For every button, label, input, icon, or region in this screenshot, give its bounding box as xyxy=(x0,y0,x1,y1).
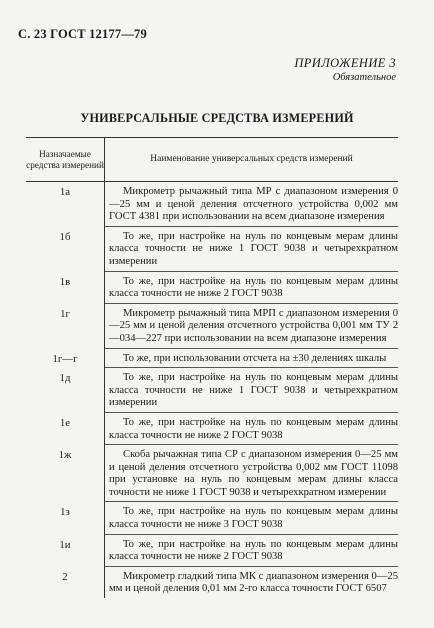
table-row xyxy=(26,182,398,227)
row-description: Скоба рычажная типа СР с диапазоном измерения 0—25 мм и ценой деления отсчетного устройства 0,002 мм ГОСТ 11098 при установке на нуль по концевым мерам длины класса точности не ниже 1 ГОСТ 9038 и четырехкратном измерении xyxy=(105,445,398,502)
row-description: То же, при настройке на нуль по концевым мерам длины класса точности не ниже 2 ГОСТ 9038 xyxy=(105,413,398,445)
row-code: 1з xyxy=(26,502,105,534)
appendix-block xyxy=(294,56,396,83)
table-row xyxy=(26,502,398,534)
row-code: 1е xyxy=(26,413,105,445)
page-header: С. 23 ГОСТ 12177—79 xyxy=(18,27,147,41)
row-description: То же, при настройке на нуль по концевым мерам длины класса точности не ниже 3 ГОСТ 9038 xyxy=(105,502,398,534)
header-assigned-means: Назначаемые средства измерений xyxy=(26,138,105,181)
appendix-subtitle: Обязательное xyxy=(332,72,396,83)
row-description: То же, при настройке на нуль по концевым мерам длины класса точности не ниже 2 ГОСТ 9038 xyxy=(105,272,398,304)
row-description: Микрометр рычажный типа МР с диапазоном измерения 0—25 мм и ценой деления отсчетного устройства 0,002 мм ГОСТ 4381 при использовании на всем диапазоне измерения xyxy=(105,182,398,227)
table-row xyxy=(26,445,398,502)
row-description: То же, при настройке на нуль по концевым мерам длины класса точности не ниже 1 ГОСТ 9038 и четырехкратном измерении xyxy=(105,368,398,413)
row-code: 1г xyxy=(26,304,105,349)
measurement-table xyxy=(26,137,398,598)
table-row xyxy=(26,272,398,304)
table-row xyxy=(26,413,398,445)
document-title: УНИВЕРСАЛЬНЫЕ СРЕДСТВА ИЗМЕРЕНИЙ xyxy=(80,111,354,125)
row-code: 1б xyxy=(26,227,105,272)
table-row xyxy=(26,535,398,567)
header-instrument-names: Наименование универсальных средств измерений xyxy=(150,154,353,165)
row-description: Микрометр рычажный типа МРП с диапазоном измерения 0—25 мм и ценой деления отсчетного устройства 0,001 мм ТУ 2—034—227 при использовании на всем диапазоне измерения xyxy=(105,304,398,349)
row-code: 1д xyxy=(26,368,105,413)
row-code: 1ж xyxy=(26,445,105,502)
row-code: 1г—г xyxy=(26,349,105,369)
table-header xyxy=(26,137,398,182)
table-row xyxy=(26,567,398,598)
row-code: 1в xyxy=(26,272,105,304)
table-row xyxy=(26,368,398,413)
row-description: То же, при настройке на нуль по концевым мерам длины класса точности не ниже 1 ГОСТ 9038 и четырехкратном измерении xyxy=(105,227,398,272)
appendix-title: ПРИЛОЖЕНИЕ 3 xyxy=(294,56,396,70)
row-code: 1а xyxy=(26,182,105,227)
table-row xyxy=(26,349,398,369)
table-row xyxy=(26,304,398,349)
table-row xyxy=(26,227,398,272)
row-code: 1и xyxy=(26,535,105,567)
row-description: Микрометр гладкий типа МК с диапазоном измерения 0—25 мм и ценой деления 0,01 мм 2-го класса точности ГОСТ 6507 xyxy=(109,570,398,595)
row-code: 2 xyxy=(26,567,105,598)
row-description: То же, при настройке на нуль по концевым мерам длины класса точности не ниже 2 ГОСТ 9038 xyxy=(105,535,398,567)
row-description: То же, при использовании отсчета на ±30 делениях шкалы xyxy=(105,349,398,369)
